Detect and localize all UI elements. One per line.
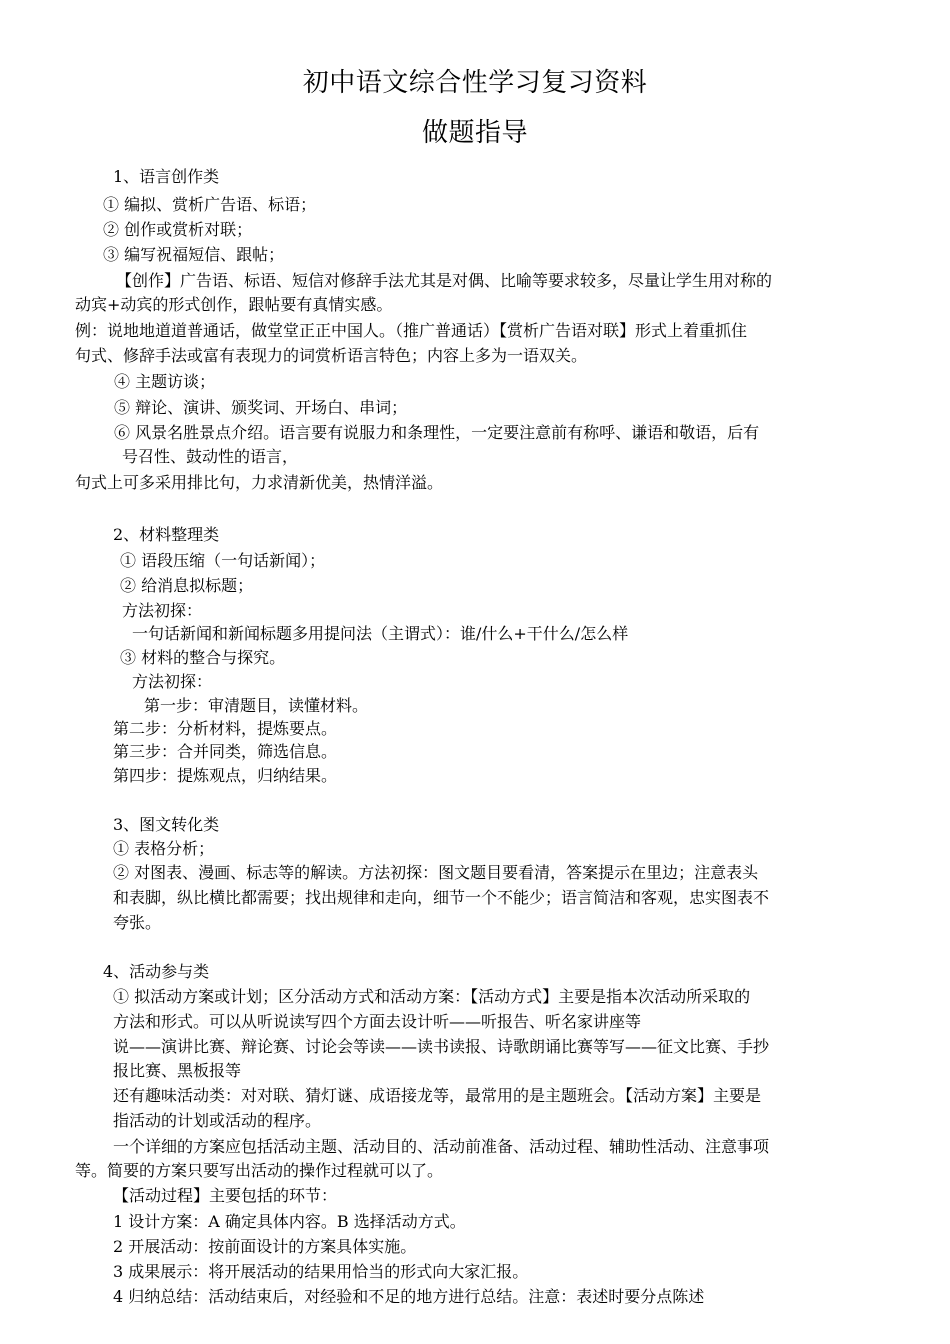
list-item: 3 成果展示：将开展活动的结果用恰当的形式向大家汇报。: [113, 1262, 529, 1281]
list-item: ③ 编写祝福短信、跟帖；: [103, 245, 285, 264]
paragraph-line: 一个详细的方案应包括活动主题、活动目的、活动前准备、活动过程、辅助性活动、注意事项: [113, 1137, 770, 1156]
paragraph-line: 第一步：审清题目，读懂材料。: [144, 696, 369, 715]
paragraph-line: 第四步：提炼观点，归纳结果。: [113, 766, 338, 785]
list-item: ② 给消息拟标题；: [120, 576, 254, 595]
section-heading: 1、语言创作类: [113, 167, 220, 186]
list-item: ② 创作或赏析对联；: [103, 220, 253, 239]
paragraph-line: 方法初探：: [132, 672, 213, 691]
section-heading: 3、图文转化类: [113, 815, 220, 834]
paragraph-line: 和表脚，纵比横比都需要；找出规律和走向，细节一个不能少；语言简洁和客观，忠实图表不: [113, 888, 770, 907]
list-item: ① 语段压缩（一句话新闻）；: [120, 551, 326, 570]
list-item: ④ 主题访谈；: [114, 372, 216, 391]
paragraph-line: 动宾+动宾的形式创作，跟帖要有真情实感。: [75, 295, 393, 314]
list-item: ③ 材料的整合与探究。: [120, 648, 286, 667]
section-heading: 2、材料整理类: [113, 525, 220, 544]
paragraph-line: 句式、修辞手法或富有表现力的词赏析语言特色；内容上多为一语双关。: [75, 346, 588, 365]
paragraph-line: 【活动过程】主要包括的环节：: [113, 1186, 338, 1205]
paragraph-line: 号召性、鼓动性的语言，: [122, 447, 299, 466]
paragraph-line: 报比赛、黑板报等: [113, 1061, 242, 1080]
paragraph-line: 【创作】广告语、标语、短信对修辞手法尤其是对偶、比喻等要求较多，尽量让学生用对称的: [116, 271, 773, 290]
paragraph-line: 还有趣味活动类：对对联、猜灯谜、成语接龙等，最常用的是主题班会。【活动方案】主要是: [113, 1086, 762, 1105]
section-heading: 4、活动参与类: [103, 962, 210, 981]
list-item: ⑤ 辩论、演讲、颁奖词、开场白、串词；: [114, 398, 408, 417]
paragraph-line: 例：说地地道道普通话，做堂堂正正中国人。（推广普通话）【赏析广告语对联】形式上着重抓住: [75, 321, 748, 340]
paragraph-line: 第三步：合并同类，筛选信息。: [113, 742, 338, 761]
paragraph-line: 指活动的计划或活动的程序。: [113, 1111, 322, 1130]
list-item: ① 表格分析；: [113, 839, 215, 858]
document-title: 初中语文综合性学习复习资料: [302, 68, 648, 98]
list-item: 4 归纳总结：活动结束后，对经验和不足的地方进行总结。注意：表述时要分点陈述: [113, 1287, 705, 1306]
paragraph-line: 一句话新闻和新闻标题多用提问法（主谓式）：谁/什么+干什么/怎么样: [132, 624, 629, 643]
paragraph-line: 句式上可多采用排比句，力求清新优美，热情洋溢。: [75, 473, 444, 492]
list-item: ⑥ 风景名胜景点介绍。语言要有说服力和条理性，一定要注意前有称呼、谦语和敬语，后有: [114, 423, 760, 442]
list-item: ② 对图表、漫画、标志等的解读。方法初探：图文题目要看清，答案提示在里边；注意表头: [113, 863, 759, 882]
list-item: 1 设计方案：A 确定具体内容。B 选择活动方式。: [113, 1212, 466, 1231]
paragraph-line: 第二步：分析材料，提炼要点。: [113, 719, 338, 738]
document-subtitle: 做题指导: [421, 118, 528, 148]
paragraph-line: 等。简要的方案只要写出活动的操作过程就可以了。: [75, 1161, 444, 1180]
list-item: 2 开展活动：按前面设计的方案具体实施。: [113, 1237, 417, 1256]
paragraph-line: 方法和形式。可以从听说读写四个方面去设计听——听报告、听名家讲座等: [113, 1012, 642, 1031]
list-item: ① 拟活动方案或计划；区分活动方式和活动方案：【活动方式】主要是指本次活动所采取的: [113, 987, 751, 1006]
list-item: ① 编拟、赏析广告语、标语；: [103, 195, 317, 214]
paragraph-line: 方法初探：: [122, 601, 203, 620]
paragraph-line: 夸张。: [113, 913, 162, 932]
paragraph-line: 说——演讲比赛、辩论赛、讨论会等读——读书读报、诗歌朗诵比赛等写——征文比赛、手抄: [113, 1037, 770, 1056]
